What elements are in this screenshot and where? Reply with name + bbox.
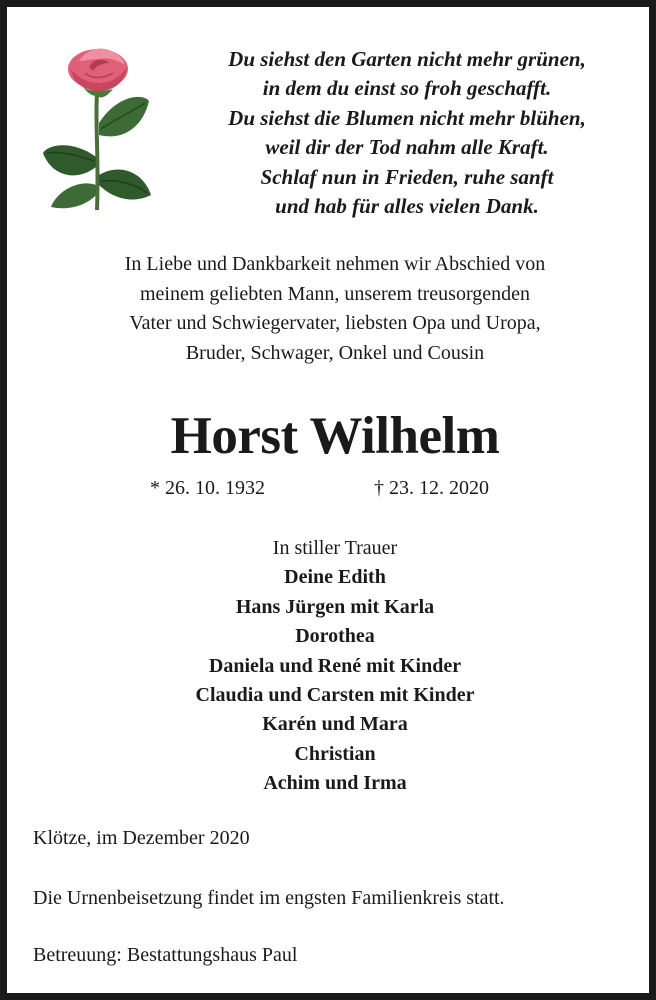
mourners-heading: In stiller Trauer (272, 537, 398, 559)
mourner-name: Dorothea (295, 625, 375, 648)
poem-line: in dem du einst so froh geschafft. (262, 76, 552, 101)
rose-icon (39, 45, 159, 215)
birth-date: * 26. 10. 1932 (150, 477, 265, 499)
poem (177, 45, 637, 221)
intro-line: In Liebe und Dankbarkeit nehmen wir Abschied von (124, 253, 546, 275)
intro-line: Vater und Schwiegervater, liebsten Opa und Uropa, (129, 312, 541, 334)
mourner-name: Achim und Irma (263, 772, 407, 795)
mourner-name: Deine Edith (284, 566, 386, 589)
poem-line: Schlaf nun in Frieden, ruhe sanft (260, 164, 554, 189)
mourner-name: Daniela und René mit Kinder (208, 654, 462, 677)
intro-line: meinem geliebten Mann, unserem treusorgenden (139, 282, 531, 305)
poem-line: und hab für alles vielen Dank. (275, 194, 539, 219)
intro-line: Bruder, Schwager, Onkel und Cousin (185, 341, 485, 364)
intro-text (27, 250, 643, 368)
death-date: † 23. 12. 2020 (374, 477, 489, 499)
mourner-name: Christian (294, 742, 376, 765)
deceased-name: Horst Wilhelm (170, 407, 500, 465)
mourner-name: Claudia und Carsten mit Kinder (195, 684, 475, 707)
mourner-name: Hans Jürgen mit Karla (235, 595, 435, 618)
poem-line: Du siehst die Blumen nicht mehr blühen, (228, 105, 586, 130)
poem-line: Du siehst den Garten nicht mehr grünen, (228, 47, 586, 71)
place-date: Klötze, im Dezember 2020 (33, 827, 250, 849)
burial-note: Die Urnenbeisetzung findet im engsten Familienkreis statt. (33, 887, 505, 909)
mourner-name: Karén und Mara (262, 713, 408, 736)
mourners-list (7, 534, 656, 799)
poem-line: weil dir der Tod nahm alle Kraft. (265, 135, 549, 160)
funeral-home: Betreuung: Bestattungshaus Paul (33, 944, 298, 966)
